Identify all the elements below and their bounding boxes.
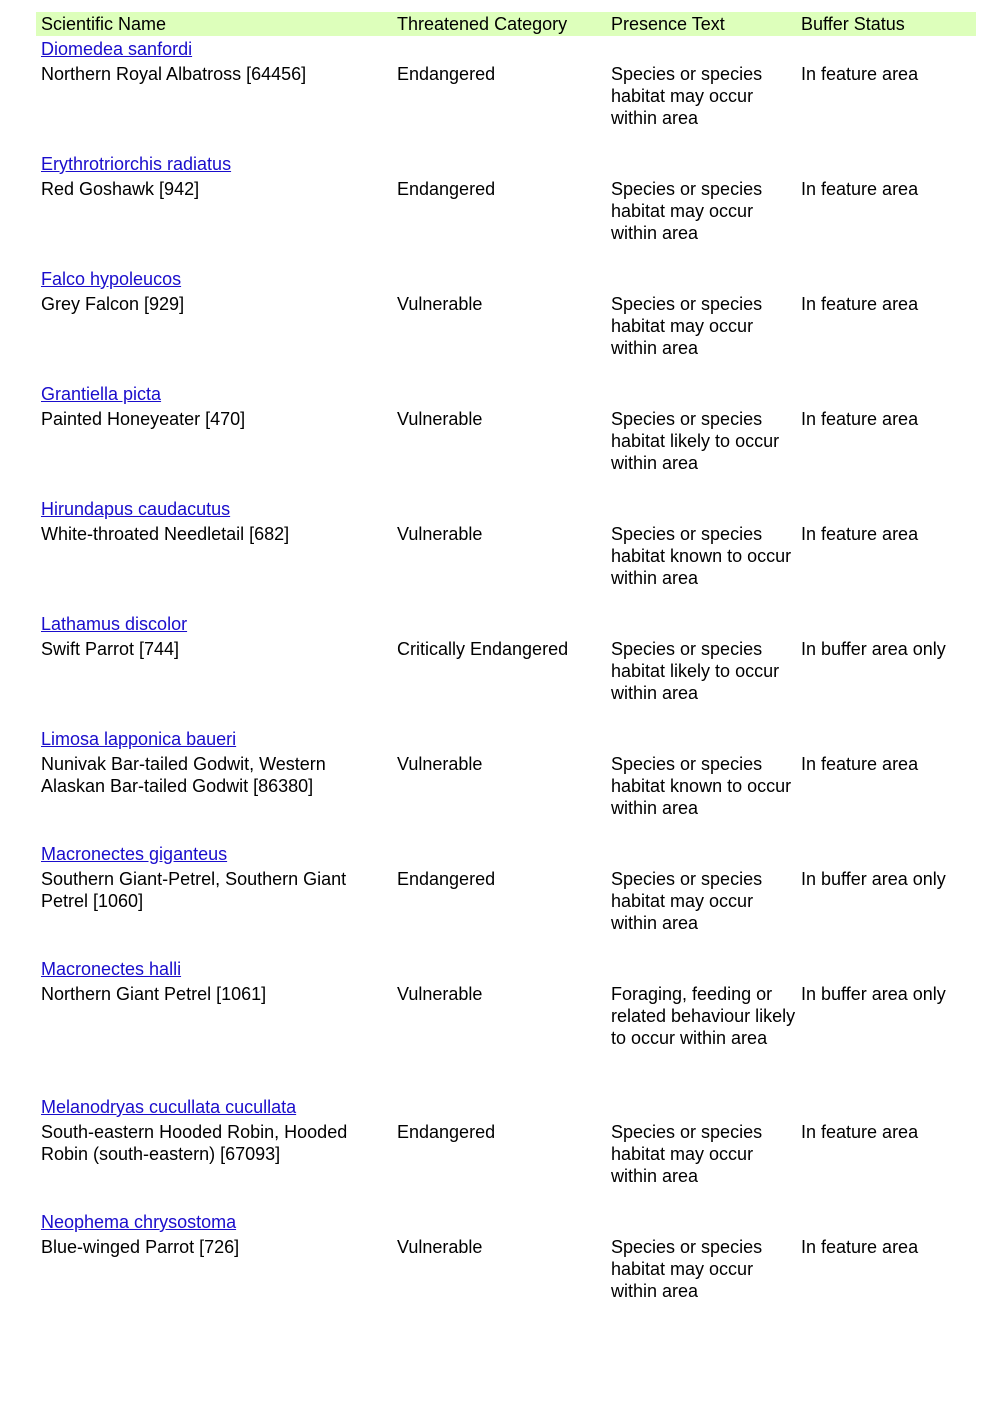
threatened-category: Endangered bbox=[397, 869, 496, 889]
common-name: Grey Falcon [929] bbox=[41, 294, 185, 314]
scientific-name-link[interactable]: Melanodryas cucullata cucullata bbox=[41, 1097, 297, 1117]
presence-text: Species or species habitat may occur within area bbox=[611, 869, 763, 933]
buffer-status: In feature area bbox=[801, 1122, 919, 1142]
buffer-status: In feature area bbox=[801, 524, 919, 544]
header-threatened-category: Threatened Category bbox=[397, 14, 568, 34]
presence-text: Species or species habitat may occur within area bbox=[611, 179, 763, 243]
table-header bbox=[36, 12, 976, 36]
buffer-status: In feature area bbox=[801, 754, 919, 774]
presence-text: Species or species habitat known to occur within area bbox=[611, 754, 792, 818]
header-buffer-status: Buffer Status bbox=[801, 14, 905, 34]
presence-text: Species or species habitat known to occur within area bbox=[611, 524, 792, 588]
table-row bbox=[41, 1096, 976, 1211]
species-table-body bbox=[41, 38, 976, 1326]
presence-text: Species or species habitat may occur within area bbox=[611, 294, 763, 358]
common-name: Swift Parrot [744] bbox=[41, 639, 180, 659]
common-name: Southern Giant-Petrel, Southern Giant Petrel [1060] bbox=[41, 869, 347, 911]
threatened-category: Critically Endangered bbox=[397, 639, 569, 659]
buffer-status: In feature area bbox=[801, 1237, 919, 1257]
table-row bbox=[41, 38, 976, 153]
table-row bbox=[41, 843, 976, 958]
presence-text: Species or species habitat likely to occur within area bbox=[611, 409, 780, 473]
buffer-status: In feature area bbox=[801, 294, 919, 314]
table-row bbox=[41, 958, 976, 1096]
threatened-category: Vulnerable bbox=[397, 524, 483, 544]
buffer-status: In buffer area only bbox=[801, 639, 946, 659]
scientific-name-link[interactable]: Grantiella picta bbox=[41, 384, 162, 404]
scientific-name-link[interactable]: Neophema chrysostoma bbox=[41, 1212, 237, 1232]
presence-text: Species or species habitat may occur within area bbox=[611, 64, 763, 128]
presence-text: Species or species habitat likely to occur within area bbox=[611, 639, 780, 703]
threatened-category: Vulnerable bbox=[397, 294, 483, 314]
common-name: Red Goshawk [942] bbox=[41, 179, 200, 199]
buffer-status: In feature area bbox=[801, 64, 919, 84]
table-row bbox=[41, 728, 976, 843]
threatened-category: Vulnerable bbox=[397, 1237, 483, 1257]
presence-text: Foraging, feeding or related behaviour likely to occur within area bbox=[611, 984, 796, 1048]
threatened-category: Vulnerable bbox=[397, 754, 483, 774]
threatened-category: Endangered bbox=[397, 1122, 496, 1142]
scientific-name-link[interactable]: Falco hypoleucos bbox=[41, 269, 182, 289]
table-row bbox=[41, 1211, 976, 1326]
buffer-status: In buffer area only bbox=[801, 869, 946, 889]
scientific-name-link[interactable]: Macronectes giganteus bbox=[41, 844, 228, 864]
buffer-status: In feature area bbox=[801, 409, 919, 429]
buffer-status: In feature area bbox=[801, 179, 919, 199]
table-row bbox=[41, 268, 976, 383]
table-row bbox=[41, 153, 976, 268]
common-name: South-eastern Hooded Robin, Hooded Robin (south-eastern) [67093] bbox=[41, 1122, 348, 1164]
threatened-category: Vulnerable bbox=[397, 984, 483, 1004]
scientific-name-link[interactable]: Hirundapus caudacutus bbox=[41, 499, 231, 519]
threatened-category: Endangered bbox=[397, 64, 496, 84]
common-name: Northern Giant Petrel [1061] bbox=[41, 984, 267, 1004]
common-name: Nunivak Bar-tailed Godwit, Western Alaskan Bar-tailed Godwit [86380] bbox=[41, 754, 326, 796]
common-name: Northern Royal Albatross [64456] bbox=[41, 64, 307, 84]
common-name: Painted Honeyeater [470] bbox=[41, 409, 246, 429]
table-row bbox=[41, 498, 976, 613]
scientific-name-link[interactable]: Limosa lapponica baueri bbox=[41, 729, 237, 749]
scientific-name-link[interactable]: Lathamus discolor bbox=[41, 614, 188, 634]
buffer-status: In buffer area only bbox=[801, 984, 946, 1004]
common-name: Blue-winged Parrot [726] bbox=[41, 1237, 240, 1257]
common-name: White-throated Needletail [682] bbox=[41, 524, 290, 544]
threatened-category: Vulnerable bbox=[397, 409, 483, 429]
threatened-category: Endangered bbox=[397, 179, 496, 199]
scientific-name-link[interactable]: Erythrotriorchis radiatus bbox=[41, 154, 232, 174]
scientific-name-link[interactable]: Macronectes halli bbox=[41, 959, 182, 979]
presence-text: Species or species habitat may occur within area bbox=[611, 1237, 763, 1301]
table-row bbox=[41, 613, 976, 728]
table-row bbox=[41, 383, 976, 498]
presence-text: Species or species habitat may occur within area bbox=[611, 1122, 763, 1186]
scientific-name-link[interactable]: Diomedea sanfordi bbox=[41, 39, 193, 59]
header-presence-text: Presence Text bbox=[611, 14, 725, 34]
header-scientific-name: Scientific Name bbox=[41, 14, 167, 34]
